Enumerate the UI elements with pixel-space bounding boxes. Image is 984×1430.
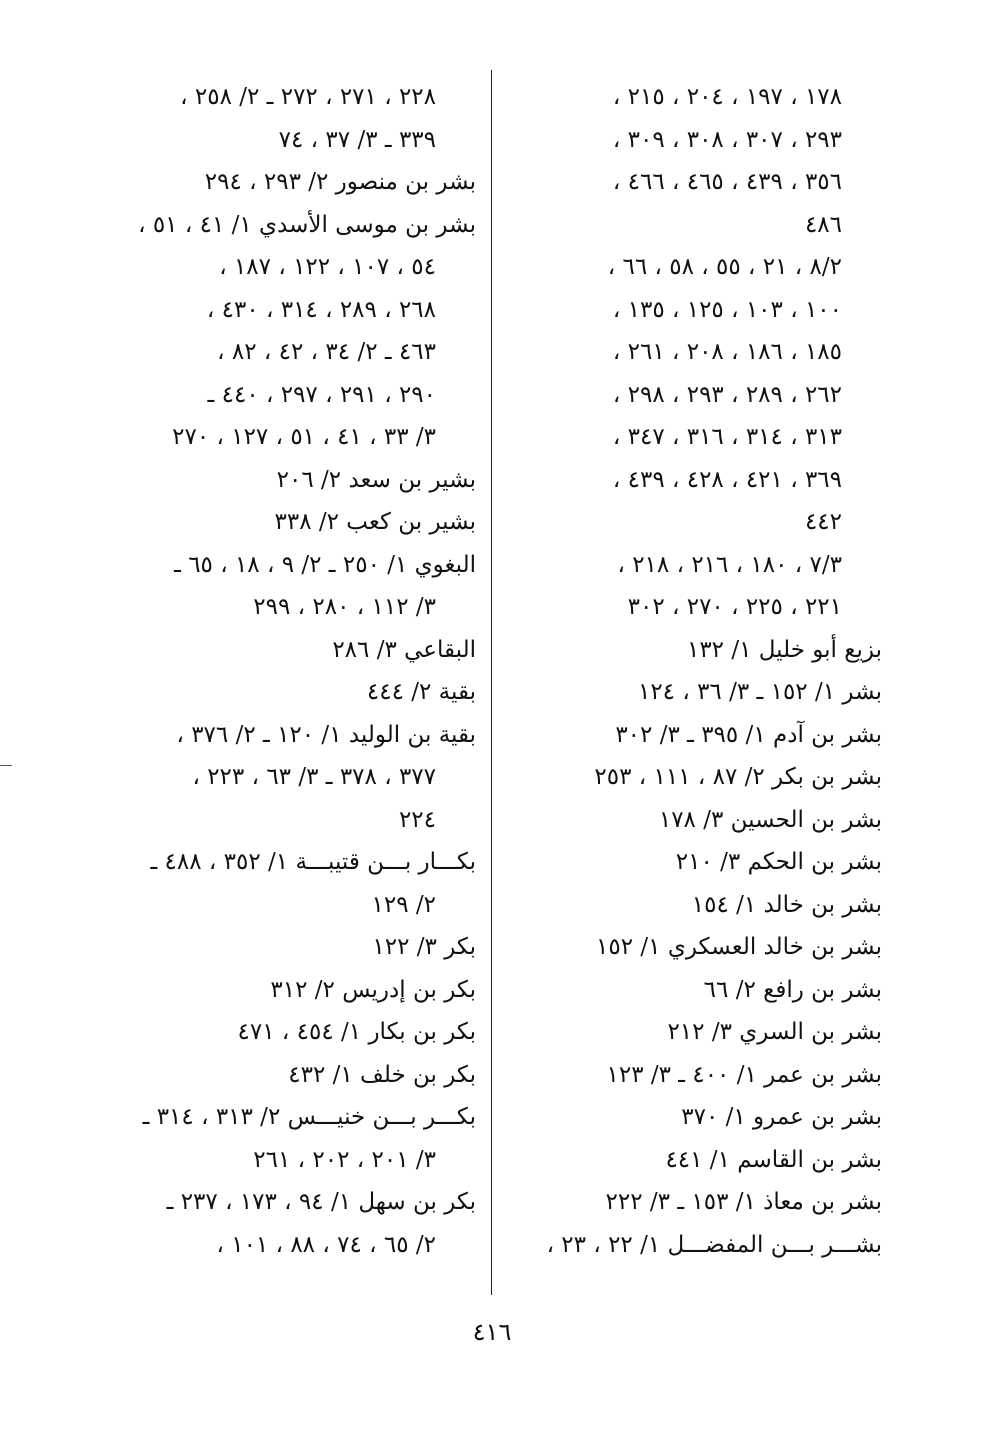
index-entry-line: ٤٨٦ bbox=[804, 211, 842, 238]
index-entry-line: بكر بن خلف ١/ ٤٣٢ bbox=[288, 1061, 476, 1088]
index-entry-line: بشر بن معاذ ١/ ١٥٣ ـ ٣/ ٢٢٢ bbox=[605, 1189, 882, 1215]
index-entry-line: ٥٤ ، ١٠٧ ، ١٢٢ ، ١٨٧ ، bbox=[219, 254, 436, 280]
index-entry-line: ٢٢٨ ، ٢٧١ ، ٢٧٢ ـ ٢/ ٢٥٨ ، bbox=[180, 84, 436, 110]
index-entry-line: بشر بن خالد ١/ ١٥٤ bbox=[691, 891, 882, 918]
page-number: ٤١٦ bbox=[472, 1318, 512, 1346]
index-entry-line: بشر بن منصور ٢/ ٢٩٣ ، ٢٩٤ bbox=[204, 169, 476, 195]
index-entry-line: بكر بن سهل ١/ ٩٤ ، ١٧٣ ، ٢٣٧ ـ bbox=[166, 1189, 476, 1215]
index-entry-line: ٤٤٢ bbox=[804, 509, 842, 535]
index-entry-line: بكر بن بكار ١/ ٤٥٤ ، ٤٧١ bbox=[237, 1019, 476, 1045]
index-entry-line: بشر بن رافع ٢/ ٦٦ bbox=[703, 976, 882, 1003]
index-entry-line: البغوي ١/ ٢٥٠ ـ ٢/ ٩ ، ١٨ ، ٦٥ ـ bbox=[174, 551, 476, 578]
index-entry-line: ١٧٨ ، ١٩٧ ، ٢٠٤ ، ٢١٥ ، bbox=[612, 84, 842, 110]
index-entry-line: ٣/ ١١٢ ، ٢٨٠ ، ٢٩٩ bbox=[253, 594, 436, 620]
index-entry-line: بكر بن إدريس ٢/ ٣١٢ bbox=[270, 976, 476, 1003]
index-entry-line: ٧/٣ ، ١٨٠ ، ٢١٦ ، ٢١٨ ، bbox=[617, 551, 842, 578]
index-entry-line: بشر بن عمر ١/ ٤٠٠ ـ ٣/ ١٢٣ bbox=[606, 1061, 882, 1088]
index-entry-line: ٣٣٩ ـ ٣/ ٣٧ ، ٧٤ bbox=[278, 126, 436, 153]
index-entry-line: بشير بن كعب ٢/ ٣٣٨ bbox=[274, 509, 476, 535]
index-entry-line: بشر بن الحكم ٣/ ٢١٠ bbox=[675, 849, 882, 875]
index-entry-line: بزيع أبو خليل ١/ ١٣٢ bbox=[686, 636, 882, 663]
index-entry-line: ٢/ ٦٥ ، ٧٤ ، ٨٨ ، ١٠١ ، bbox=[216, 1231, 436, 1258]
index-entry-line: ٣/ ٣٣ ، ٤١ ، ٥١ ، ١٢٧ ، ٢٧٠ bbox=[172, 424, 436, 450]
index-entry-line: ٢٦٨ ، ٢٨٩ ، ٣١٤ ، ٤٣٠ ، bbox=[206, 296, 436, 323]
index-entry-line: بشر بن آدم ١/ ٣٩٥ ـ ٣/ ٣٠٢ bbox=[615, 721, 882, 748]
index-entry-line: ٣٦٩ ، ٤٢١ ، ٤٢٨ ، ٤٣٩ ، bbox=[612, 466, 842, 493]
index-entry-line: ٤٦٣ ـ ٢/ ٣٤ ، ٤٢ ، ٨٢ ، bbox=[217, 339, 436, 365]
index-entry-line: بشير بن سعد ٢/ ٢٠٦ bbox=[276, 466, 476, 493]
index-entry-line: بكـــار بـــن قتيبـــة ١/ ٣٥٢ ، ٤٨٨ ـ bbox=[150, 849, 476, 875]
index-entry-line: ٣١٣ ، ٣١٤ ، ٣١٦ ، ٣٤٧ ، bbox=[612, 424, 842, 450]
index-entry-line: ٢٢١ ، ٢٢٥ ، ٢٧٠ ، ٣٠٢ bbox=[627, 594, 842, 620]
index-entry-line: ١٠٠ ، ١٠٣ ، ١٢٥ ، ١٣٥ ، bbox=[612, 296, 842, 323]
index-entry-line: ١٨٥ ، ١٨٦ ، ٢٠٨ ، ٢٦١ ، bbox=[612, 339, 842, 365]
index-entry-line: بشر بن موسى الأسدي ١/ ٤١ ، ٥١ ، bbox=[138, 211, 476, 238]
index-entry-line: ٢٩٠ ، ٢٩١ ، ٢٩٧ ، ٤٤٠ ـ bbox=[207, 381, 436, 408]
index-entry-line: ٨/٢ ، ٢١ ، ٥٥ ، ٥٨ ، ٦٦ ، bbox=[607, 254, 842, 280]
index-entry-line: بشر بن الحسين ٣/ ١٧٨ bbox=[658, 806, 882, 833]
index-entry-line: بشر بن عمرو ١/ ٣٧٠ bbox=[681, 1104, 882, 1130]
column-divider bbox=[491, 70, 492, 1295]
index-entry-line: بشر بن السري ٣/ ٢١٢ bbox=[667, 1019, 882, 1045]
index-column-right bbox=[516, 76, 882, 1266]
index-entry-line: بقية ٢/ ٤٤٤ bbox=[366, 679, 476, 705]
index-entry-line: ٢/ ١٢٩ bbox=[371, 891, 436, 918]
index-entry-line: بشر ١/ ١٥٢ ـ ٣/ ٣٦ ، ١٢٤ bbox=[637, 679, 882, 705]
index-column-left bbox=[104, 76, 476, 1266]
index-entry-line: بكـــر بـــن خنيـــس ٢/ ٣١٣ ، ٣١٤ ـ bbox=[142, 1104, 476, 1130]
index-entry-line: بشر بن خالد العسكري ١/ ١٥٢ bbox=[596, 934, 882, 960]
index-entry-line: بشر بن القاسم ١/ ٤٤١ bbox=[665, 1146, 882, 1173]
margin-mark bbox=[0, 765, 12, 766]
index-entry-line: ٣٥٦ ، ٤٣٩ ، ٤٦٥ ، ٤٦٦ ، bbox=[612, 169, 842, 195]
index-entry-line: بكر ٣/ ١٢٢ bbox=[372, 934, 476, 960]
index-entry-line: ٣/ ٢٠١ ، ٢٠٢ ، ٢٦١ bbox=[253, 1146, 436, 1173]
index-entry-line: ٢٦٢ ، ٢٨٩ ، ٢٩٣ ، ٢٩٨ ، bbox=[612, 381, 842, 408]
index-entry-line: ٣٧٧ ، ٣٧٨ ـ ٣/ ٦٣ ، ٢٢٣ ، bbox=[192, 764, 436, 790]
index-entry-line: بشر بن بكر ٢/ ٨٧ ، ١١١ ، ٢٥٣ bbox=[594, 764, 882, 790]
index-entry-line: ٢٢٤ bbox=[398, 806, 436, 833]
index-entry-line: بشـــر بـــن المفضـــل ١/ ٢٢ ، ٢٣ ، bbox=[546, 1231, 882, 1258]
index-entry-line: بقية بن الوليد ١/ ١٢٠ ـ ٢/ ٣٧٦ ، bbox=[176, 721, 476, 748]
index-entry-line: ٢٩٣ ، ٣٠٧ ، ٣٠٨ ، ٣٠٩ ، bbox=[612, 126, 842, 153]
index-entry-line: البقاعي ٣/ ٢٨٦ bbox=[332, 636, 476, 663]
